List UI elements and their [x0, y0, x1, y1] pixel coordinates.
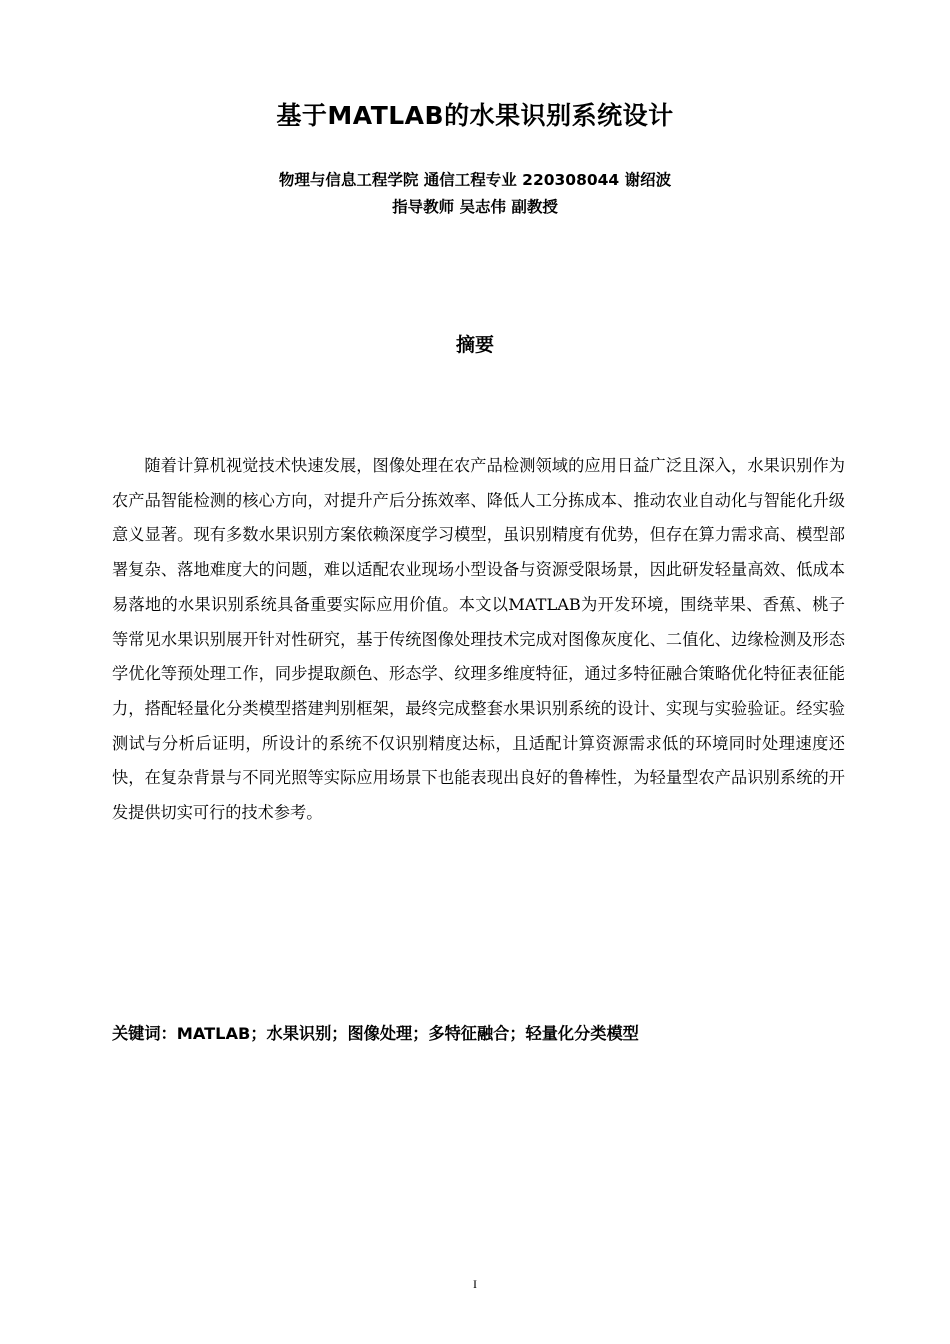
abstract-paragraph: 随着计算机视觉技术快速发展，图像处理在农产品检测领域的应用日益广泛且深入，水果识别作为农产品智能检测的核心方向，对提升产后分拣效率、降低人工分拣成本、推动农业自动化与智能化升级意义显著。现有多数水果识别方案依赖深度学习模型，虽识别精度有优势，但存在算力需求高、模型部署复杂、落地难度大的问题，难以适配农业现场小型设备与资源受限场景，因此研发轻量高效、低成本易落地的水果识别系统具备重要实际应用价值。本文以MATLAB为开发环境，围绕苹果、香蕉、桃子等常见水果识别展开针对性研究，基于传统图像处理技术完成对图像灰度化、二值化、边缘检测及形态学优化等预处理工作，同步提取颜色、形态学、纹理多维度特征，通过多特征融合策略优化特征表征能力，搭配轻量化分类模型搭建判别框架，最终完成整套水果识别系统的设计、实现与实验验证。经实验测试与分析后证明，所设计的系统不仅识别精度达标，且适配计算资源需求低的环境同时处理速度还快，在复杂背景与不同光照等实际应用场景下也能表现出良好的鲁棒性，为轻量型农产品识别系统的开发提供切实可行的技术参考。 [112, 456, 845, 823]
author-info: 物理与信息工程学院 通信工程专业 220308044 谢绍波 [278, 171, 672, 189]
abstract-heading: 摘要 [455, 334, 494, 356]
keywords-line: 关键词：MATLAB；水果识别；图像处理；多特征融合；轻量化分类模型 [112, 1024, 639, 1043]
page-number: I [473, 1277, 477, 1291]
page-title: 基于MATLAB的水果识别系统设计 [276, 101, 674, 130]
advisor-info: 指导教师 吴志伟 副教授 [392, 198, 558, 216]
